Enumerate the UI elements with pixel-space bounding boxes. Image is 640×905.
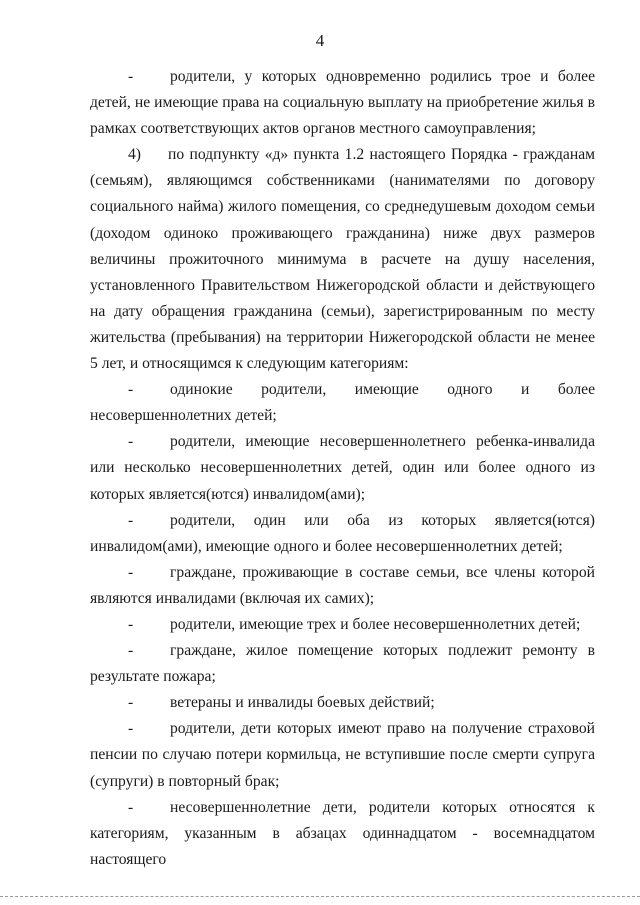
paragraph: [90, 716, 595, 794]
list-dash: -: [128, 798, 134, 816]
list-dash: -: [128, 615, 134, 633]
paragraph: [90, 508, 595, 560]
paragraph: [90, 795, 595, 873]
paragraph: [90, 690, 595, 716]
paragraph-text: родители, у которых одновременно родились трое и более детей, не имеющие права на социальную выплату на приобретение жилья в рамках соответствующих актов органов местного самоуправления;: [90, 68, 595, 138]
list-dash: -: [128, 642, 134, 660]
paragraph-text: ветераны и инвалиды боевых действий;: [170, 694, 435, 712]
list-dash: -: [128, 720, 134, 738]
paragraph: [90, 560, 595, 612]
paragraph: [90, 429, 595, 507]
paragraph-text: родители, имеющие несовершеннолетнего ребенка-инвалида или несколько несовершеннолетних детей, один или более одного из которых является(ются) инвалидом(ами);: [90, 433, 595, 503]
paragraph-text: по подпункту «д» пункта 1.2 настоящего Порядка - гражданам (семьям), являющимся собственниками (нанимателями по договору социального найма) жилого помещения, со среднедушевым доходом семьи (доходом одиноко проживающего гражданина) ниже двух размеров величины прожиточного минимума в расчете на душу населения, установленного Правительством Нижегородской области и действующего на дату обращения гражданина (семьи), зарегистрированным по месту жительства (пребывания) на территории Нижегородской области не менее 5 лет, и относящимся к следующим категориям:: [90, 146, 595, 373]
paragraph-text: граждане, жилое помещение которых подлежит ремонту в результате пожара;: [90, 642, 595, 686]
paragraph-text: родители, дети которых имеют право на получение страховой пенсии по случаю потери кормильца, не вступившие после смерти супруга (супруги) в повторный брак;: [90, 720, 595, 790]
paragraph-text: родители, имеющие трех и более несовершеннолетних детей;: [170, 615, 581, 633]
page-number: 4: [315, 31, 325, 50]
paragraph: [90, 612, 595, 638]
list-dash: -: [128, 381, 134, 399]
list-dash: -: [128, 68, 134, 85]
list-dash: -: [128, 433, 134, 451]
list-number: 4): [128, 146, 141, 164]
paragraph: [90, 638, 595, 690]
document-body: [90, 64, 595, 873]
scan-edge-line: [0, 896, 640, 898]
paragraph: [90, 377, 595, 429]
list-dash: -: [128, 563, 134, 581]
paragraph-text: несовершеннолетние дети, родители которых относятся к категориям, указанным в абзацах одиннадцатом - восемнадцатом настоящего: [90, 798, 595, 868]
paragraph: [90, 142, 595, 377]
list-dash: -: [128, 694, 134, 712]
paragraph-text: граждане, проживающие в составе семьи, все члены которой являются инвалидами (включая их самих);: [90, 563, 595, 607]
list-dash: -: [128, 511, 134, 529]
paragraph-text: родители, один или оба из которых является(ются) инвалидом(ами), имеющие одного и более несовершеннолетних детей;: [90, 511, 595, 555]
paragraph: [90, 64, 595, 142]
paragraph-text: одинокие родители, имеющие одного и более несовершеннолетних детей;: [90, 381, 595, 425]
